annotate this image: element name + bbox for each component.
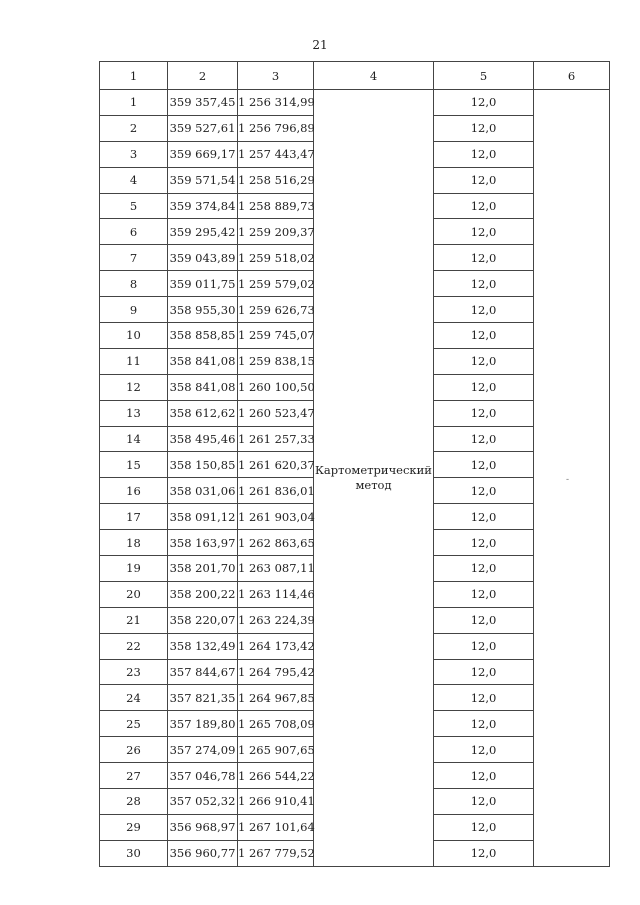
point-number-cell: 11 xyxy=(100,348,168,374)
point-number-cell: 16 xyxy=(100,478,168,504)
point-number-cell: 10 xyxy=(100,323,168,349)
coordinate-y-cell: 1 260 523,47 xyxy=(238,400,314,426)
point-number-cell: 17 xyxy=(100,504,168,530)
accuracy-cell: 12,0 xyxy=(434,737,534,763)
coordinate-y-cell: 1 264 967,85 xyxy=(238,685,314,711)
accuracy-cell: 12,0 xyxy=(434,271,534,297)
point-number-cell: 2 xyxy=(100,115,168,141)
coordinate-x-cell: 358 955,30 xyxy=(168,297,238,323)
coordinate-y-cell: 1 260 100,50 xyxy=(238,374,314,400)
coordinate-y-cell: 1 264 795,42 xyxy=(238,659,314,685)
coordinate-x-cell: 359 295,42 xyxy=(168,219,238,245)
column-6-mark: - xyxy=(566,475,570,485)
accuracy-cell: 12,0 xyxy=(434,478,534,504)
coordinate-x-cell: 358 031,06 xyxy=(168,478,238,504)
accuracy-cell: 12,0 xyxy=(434,141,534,167)
point-number-cell: 5 xyxy=(100,193,168,219)
accuracy-cell: 12,0 xyxy=(434,840,534,866)
coordinate-y-cell: 1 263 224,39 xyxy=(238,607,314,633)
coordinate-x-cell: 359 571,54 xyxy=(168,167,238,193)
coordinate-x-cell: 357 046,78 xyxy=(168,763,238,789)
coordinate-y-cell: 1 267 779,52 xyxy=(238,840,314,866)
coordinate-x-cell: 359 357,45 xyxy=(168,90,238,116)
coordinate-y-cell: 1 263 114,46 xyxy=(238,581,314,607)
accuracy-cell: 12,0 xyxy=(434,323,534,349)
point-number-cell: 25 xyxy=(100,711,168,737)
accuracy-cell: 12,0 xyxy=(434,297,534,323)
header-cell: 2 xyxy=(168,62,238,90)
point-number-cell: 26 xyxy=(100,737,168,763)
table-row xyxy=(100,90,610,116)
point-number-cell: 19 xyxy=(100,556,168,582)
coordinate-y-cell: 1 256 796,89 xyxy=(238,115,314,141)
coordinate-y-cell: 1 258 889,73 xyxy=(238,193,314,219)
accuracy-cell: 12,0 xyxy=(434,219,534,245)
accuracy-cell: 12,0 xyxy=(434,633,534,659)
coordinate-y-cell: 1 257 443,47 xyxy=(238,141,314,167)
coordinate-x-cell: 358 495,46 xyxy=(168,426,238,452)
coordinate-y-cell: 1 259 745,07 xyxy=(238,323,314,349)
coordinate-x-cell: 358 150,85 xyxy=(168,452,238,478)
coordinate-x-cell: 358 858,85 xyxy=(168,323,238,349)
coordinate-y-cell: 1 265 907,65 xyxy=(238,737,314,763)
coordinate-y-cell: 1 259 209,37 xyxy=(238,219,314,245)
accuracy-cell: 12,0 xyxy=(434,374,534,400)
point-number-cell: 23 xyxy=(100,659,168,685)
point-number-cell: 29 xyxy=(100,814,168,840)
coordinate-y-cell: 1 263 087,11 xyxy=(238,556,314,582)
coordinate-x-cell: 357 189,80 xyxy=(168,711,238,737)
point-number-cell: 21 xyxy=(100,607,168,633)
method-cell: Картометрический метод xyxy=(314,90,434,867)
header-cell: 3 xyxy=(238,62,314,90)
point-number-cell: 3 xyxy=(100,141,168,167)
point-number-cell: 20 xyxy=(100,581,168,607)
accuracy-cell: 12,0 xyxy=(434,193,534,219)
point-number-cell: 7 xyxy=(100,245,168,271)
coordinate-x-cell: 358 201,70 xyxy=(168,556,238,582)
coordinate-x-cell: 358 132,49 xyxy=(168,633,238,659)
coordinate-y-cell: 1 259 579,02 xyxy=(238,271,314,297)
accuracy-cell: 12,0 xyxy=(434,763,534,789)
point-number-cell: 4 xyxy=(100,167,168,193)
coordinate-x-cell: 358 091,12 xyxy=(168,504,238,530)
accuracy-cell: 12,0 xyxy=(434,90,534,116)
header-cell: 4 xyxy=(314,62,434,90)
header-cell: 5 xyxy=(434,62,534,90)
coordinate-x-cell: 358 612,62 xyxy=(168,400,238,426)
coordinate-x-cell: 359 669,17 xyxy=(168,141,238,167)
accuracy-cell: 12,0 xyxy=(434,581,534,607)
point-number-cell: 1 xyxy=(100,90,168,116)
point-number-cell: 24 xyxy=(100,685,168,711)
accuracy-cell: 12,0 xyxy=(434,814,534,840)
coordinate-y-cell: 1 259 626,73 xyxy=(238,297,314,323)
accuracy-cell: 12,0 xyxy=(434,789,534,815)
accuracy-cell: 12,0 xyxy=(434,426,534,452)
column-6-cell xyxy=(534,90,610,867)
header-row xyxy=(100,62,610,90)
coordinate-y-cell: 1 266 544,22 xyxy=(238,763,314,789)
point-number-cell: 6 xyxy=(100,219,168,245)
accuracy-cell: 12,0 xyxy=(434,504,534,530)
point-number-cell: 28 xyxy=(100,789,168,815)
accuracy-cell: 12,0 xyxy=(434,115,534,141)
coordinate-y-cell: 1 259 518,02 xyxy=(238,245,314,271)
coordinate-x-cell: 358 841,08 xyxy=(168,374,238,400)
coordinate-y-cell: 1 262 863,65 xyxy=(238,530,314,556)
coordinate-x-cell: 357 274,09 xyxy=(168,737,238,763)
accuracy-cell: 12,0 xyxy=(434,530,534,556)
coordinate-y-cell: 1 258 516,29 xyxy=(238,167,314,193)
accuracy-cell: 12,0 xyxy=(434,452,534,478)
header-cell: 1 xyxy=(100,62,168,90)
accuracy-cell: 12,0 xyxy=(434,711,534,737)
point-number-cell: 9 xyxy=(100,297,168,323)
accuracy-cell: 12,0 xyxy=(434,167,534,193)
coordinate-x-cell: 356 960,77 xyxy=(168,840,238,866)
point-number-cell: 12 xyxy=(100,374,168,400)
page-number: 21 xyxy=(312,38,328,52)
accuracy-cell: 12,0 xyxy=(434,400,534,426)
point-number-cell: 8 xyxy=(100,271,168,297)
point-number-cell: 14 xyxy=(100,426,168,452)
point-number-cell: 18 xyxy=(100,530,168,556)
coordinate-x-cell: 356 968,97 xyxy=(168,814,238,840)
accuracy-cell: 12,0 xyxy=(434,685,534,711)
point-number-cell: 15 xyxy=(100,452,168,478)
coordinates-table xyxy=(99,61,610,867)
coordinate-y-cell: 1 266 910,41 xyxy=(238,789,314,815)
coordinate-x-cell: 357 844,67 xyxy=(168,659,238,685)
table-body xyxy=(100,90,610,867)
coordinate-x-cell: 357 052,32 xyxy=(168,789,238,815)
accuracy-cell: 12,0 xyxy=(434,245,534,271)
accuracy-cell: 12,0 xyxy=(434,348,534,374)
coordinate-x-cell: 359 527,61 xyxy=(168,115,238,141)
coordinate-x-cell: 357 821,35 xyxy=(168,685,238,711)
accuracy-cell: 12,0 xyxy=(434,556,534,582)
coordinate-y-cell: 1 261 836,01 xyxy=(238,478,314,504)
coordinate-y-cell: 1 264 173,42 xyxy=(238,633,314,659)
coordinate-x-cell: 359 374,84 xyxy=(168,193,238,219)
coordinate-y-cell: 1 261 620,37 xyxy=(238,452,314,478)
coordinate-y-cell: 1 261 257,33 xyxy=(238,426,314,452)
coordinate-x-cell: 359 011,75 xyxy=(168,271,238,297)
coordinate-x-cell: 358 841,08 xyxy=(168,348,238,374)
coordinate-y-cell: 1 261 903,04 xyxy=(238,504,314,530)
coordinate-y-cell: 1 256 314,99 xyxy=(238,90,314,116)
coordinate-y-cell: 1 259 838,15 xyxy=(238,348,314,374)
coordinate-y-cell: 1 265 708,09 xyxy=(238,711,314,737)
coordinate-x-cell: 359 043,89 xyxy=(168,245,238,271)
coordinate-y-cell: 1 267 101,64 xyxy=(238,814,314,840)
point-number-cell: 22 xyxy=(100,633,168,659)
coordinate-x-cell: 358 220,07 xyxy=(168,607,238,633)
accuracy-cell: 12,0 xyxy=(434,607,534,633)
point-number-cell: 13 xyxy=(100,400,168,426)
header-cell: 6 xyxy=(534,62,610,90)
point-number-cell: 30 xyxy=(100,840,168,866)
point-number-cell: 27 xyxy=(100,763,168,789)
coordinate-x-cell: 358 163,97 xyxy=(168,530,238,556)
accuracy-cell: 12,0 xyxy=(434,659,534,685)
coordinate-x-cell: 358 200,22 xyxy=(168,581,238,607)
